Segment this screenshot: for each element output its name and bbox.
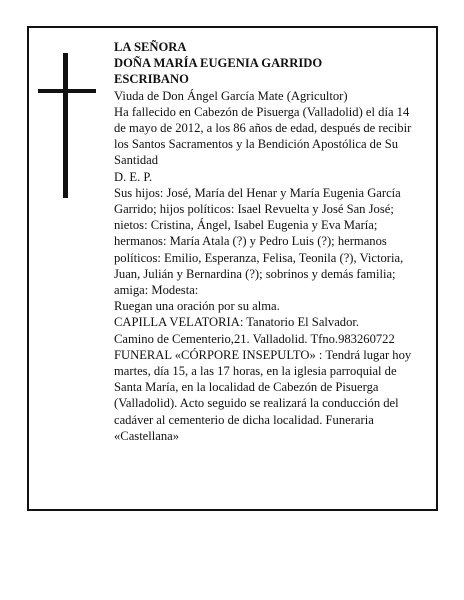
notice-text	[114, 39, 423, 444]
chapel-line-1: CAPILLA VELATORIA: Tanatorio El Salvador.	[114, 315, 360, 330]
title-line-1: LA SEÑORA	[114, 40, 187, 54]
cross-icon	[38, 53, 96, 198]
chapel-line-2: Camino de Cementerio,21. Valladolid. Tfno.983260722	[114, 331, 395, 346]
dep-line: D. E. P.	[114, 169, 153, 184]
title-line-3: ESCRIBANO	[114, 72, 189, 87]
title-line-2: DOÑA MARÍA EUGENIA GARRIDO	[114, 56, 323, 71]
family-paragraph: Sus hijos: José, María del Henar y María Eugenia García Garrido; hijos políticos: Isael Revuelta y José San José; nietos: Cristina, Ángel, Isabel Eugenia y Eva María; hermanos: María Atala (?) y Pedro Luis (?); hermanos políticos: Emilio, Esperanza, Felisa, Teonila (?), Victoria, Juan, Julián y Bernardina (?); sobrinos y demás familia; amiga: Modesta:	[114, 185, 404, 298]
prayer-line: Ruegan una oración por su alma.	[114, 299, 280, 314]
cross-vertical-bar	[63, 53, 68, 198]
death-paragraph: Ha fallecido en Cabezón de Pisuerga (Valladolid) el día 14 de mayo de 2012, a los 86 años de edad, después de recibir los Santos Sacramentos y la Bendición Apostólica de Su Santidad	[114, 104, 412, 168]
funeral-paragraph: FUNERAL «CÓRPORE INSEPULTO» : Tendrá lugar hoy martes, día 15, a las 17 horas, en la iglesia parroquial de Santa María, en la localidad de Cabezón de Pisuerga (Valladolid). Acto seguido se realizará la conducción del cadáver al cementerio de dicha localidad. Funeraria «Castellana»	[114, 347, 412, 443]
widow-line: Viuda de Don Ángel García Mate (Agricultor)	[114, 88, 348, 103]
cross-horizontal-bar	[38, 89, 96, 93]
